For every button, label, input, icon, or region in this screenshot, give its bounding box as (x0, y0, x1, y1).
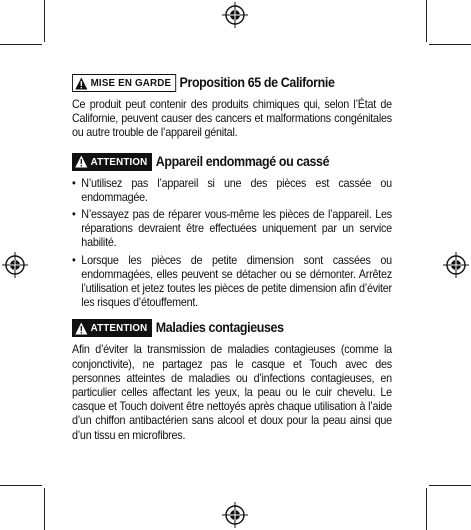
list-item-text: Lorsque les pièces de petite dimension sont cassées ou endommagées, elles peuvent se détacher ou se démonter. Arrêtez l’utilisation et jetez toutes les pièces de petite dimension afin d’éviter les risques d’étouffement. (81, 253, 392, 310)
registration-mark-icon (222, 502, 248, 528)
section-paragraph: Ce produit peut contenir des produits chimiques qui, selon l’État de Californie, peuvent causer des cancers et malformations congénitales ou autre trouble de l’appareil génital. (72, 98, 392, 140)
bullet-glyph: • (72, 208, 76, 222)
section-paragraph: Afin d’éviter la transmission de maladies contagieuses (comme la conjonctivite), ne partagez pas le casque et Touch avec des personnes atteintes de maladies ou d’infections contagieuses, en particulier celles affectant les yeux, la peau ou le cuir chevelu. Le casque et Touch doivent être nettoyés après chaque utilisation à l’aide d’un chiffon antibactérien sans alcool et doux pour la peau ainsi que d’un tissu en microfibres. (72, 343, 392, 442)
list-item (72, 254, 392, 311)
safety-content (72, 68, 392, 443)
registration-mark-icon (2, 252, 28, 278)
list-item-text: N’utilisez pas l’appareil si une des pièces est cassée ou endommagée. (81, 176, 392, 204)
crop-mark-right-top (429, 44, 471, 45)
badge-label: ATTENTION (90, 155, 148, 168)
warning-triangle-icon (75, 322, 88, 335)
bullet-glyph: • (72, 176, 76, 190)
crop-mark-bottom-left (44, 488, 45, 530)
bullet-glyph: • (72, 253, 76, 267)
list-item (72, 177, 392, 205)
crop-mark-bottom-right (426, 488, 427, 530)
crop-mark-top-right (426, 0, 427, 42)
crop-mark-left-top (0, 44, 42, 45)
list-item (72, 208, 392, 251)
registration-mark-icon (222, 2, 248, 28)
bullet-list (72, 177, 392, 311)
section-heading-prop65 (72, 74, 392, 92)
attention-badge (72, 153, 152, 171)
section-title: Proposition 65 de Californie (179, 74, 335, 90)
warning-triangle-icon (75, 155, 88, 168)
crop-mark-right-bottom (429, 485, 471, 486)
section-heading-contagious (72, 319, 392, 337)
section-title: Appareil endommagé ou cassé (155, 153, 330, 169)
section-heading-damaged (72, 153, 392, 171)
badge-label: MISE EN GARDE (90, 76, 172, 89)
section-title: Maladies contagieuses (155, 320, 284, 336)
warning-triangle-icon (75, 77, 88, 90)
attention-badge (72, 319, 152, 337)
crop-mark-top-left (44, 0, 45, 42)
crop-mark-left-bottom (0, 485, 42, 486)
badge-label: ATTENTION (90, 322, 148, 335)
warning-badge (72, 74, 176, 92)
registration-mark-icon (443, 252, 469, 278)
list-item-text: N’essayez pas de réparer vous-même les pièces de l’appareil. Les réparations devraient être effectuées uniquement par un service habilité. (81, 208, 392, 250)
